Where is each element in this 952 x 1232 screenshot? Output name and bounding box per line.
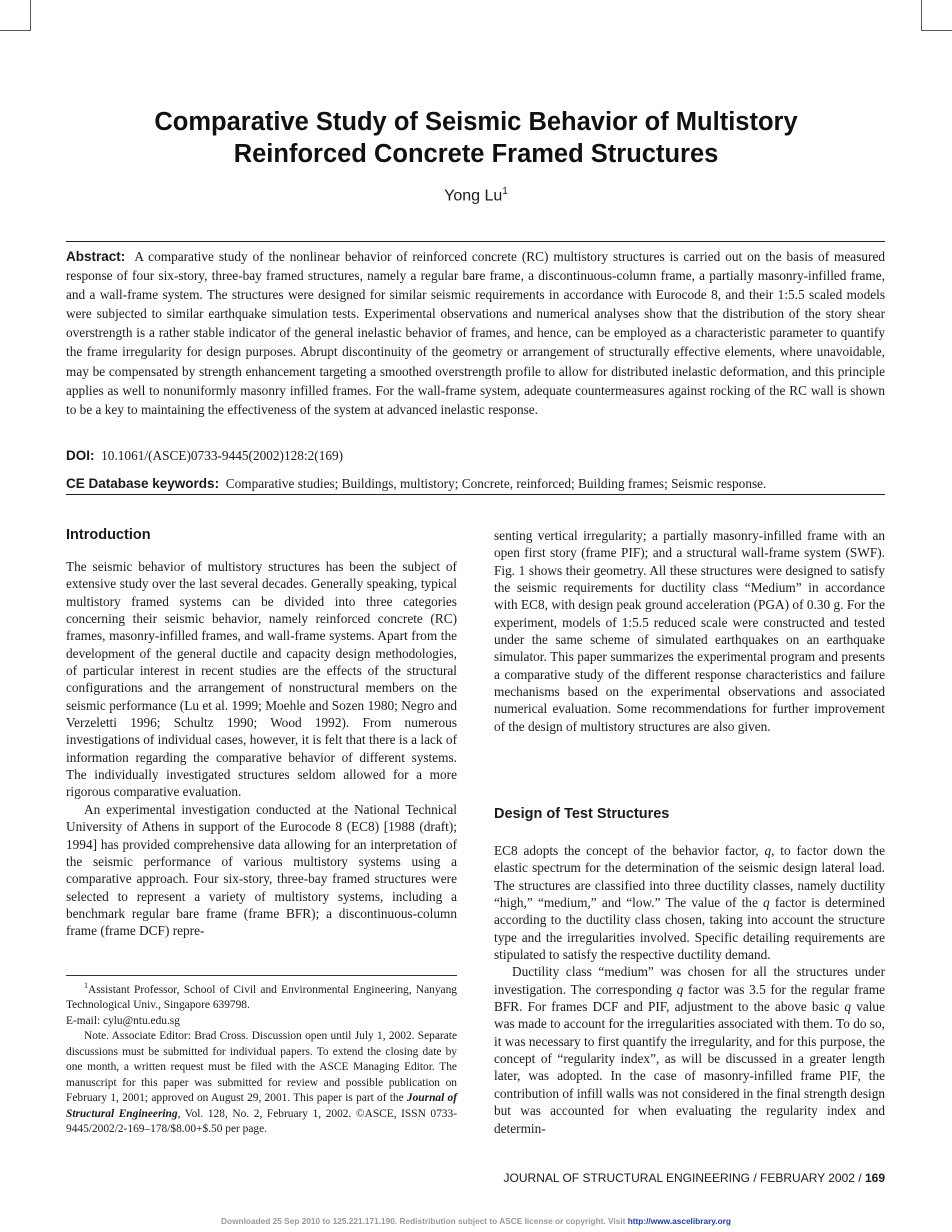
author-line xyxy=(66,186,886,205)
design-paragraph-1: EC8 adopts the concept of the behavior factor, q, to factor down the elastic spectrum for the determination of the seismic design lateral load. The structures are classified into three ductility classes, namely ductility “high,” “medium,” and “low.” The value of the q factor is determined according to the ductility class chosen, taking into account the structure type and the irregularities involved. Specific detailing requirements are stipulated to satisfy the respective ductility demand. xyxy=(494,843,885,963)
abstract-label: Abstract: xyxy=(66,249,126,264)
intro-paragraph-2: An experimental investigation conducted at the National Technical University of Athens in support of the Eurocode 8 (EC8) [1988 (draft); 1994] has provided comprehensive data allowing for an interpretation of the seismic performance of various multistory systems using a comparative approach. Four six-story, three-bay framed structures were selected to represent a variety of multistory systems, including a benchmark regular bare frame (frame BFR); a discontinuous-column frame (frame DCF) repre- xyxy=(66,801,457,939)
download-notice-text: Downloaded 25 Sep 2010 to 125.221.171.190. Redistribution subject to ASCE license or copyright. Visit xyxy=(221,1216,628,1226)
abstract-block xyxy=(66,247,885,419)
introduction-body xyxy=(66,558,457,940)
footnote-email: E-mail: cylu@ntu.edu.sg xyxy=(66,1014,180,1027)
design-paragraph-2: Ductility class “medium” was chosen for all the structures under investigation. The corresponding q factor was 3.5 for the regular frame BFR. For frames DCF and PIF, adjustment to the above basic q value was made to account for the irregularities associated with them. To do so, it was necessary to first quantify the irregularity, and for this purpose, the concept of “regularity index”, as will be discussed in a greater length later, was adopted. In the case of masonry-infilled frame PIF, the contribution of infill walls was not considered in the final strength design but was accounted for when evaluating the regularity index and determin- xyxy=(494,964,885,1136)
abstract-top-rule xyxy=(66,241,885,242)
crop-mark-top-left xyxy=(0,0,31,31)
keywords-label: CE Database keywords: xyxy=(66,476,220,491)
intro-paragraph-3: senting vertical irregularity; a partially masonry-infilled frame with an open first story (frame PIF); and a structural wall-frame system (SWF). Fig. 1 shows their geometry. All these structures were designed to satisfy the seismic requirements for ductility class “Medium” in accordance with EC8, with design peak ground acceleration (PGA) of 0.30 g. For the experiment, models of 1:5.5 reduced scale were constructed and tested under the same scheme of simulated earthquakes on an earthquake simulator. This paper summarizes the experimental program and presents a comparative study of the different response characteristics and failure mechanisms based on the experimental observations and associated numerical evaluation. Some recommendations for further improvement of the design of multistory structures are also given. xyxy=(494,528,885,734)
journal-name: Journal of Structural Engineering xyxy=(66,1092,457,1120)
author-affiliation-mark: 1 xyxy=(502,186,508,197)
author-name: Yong Lu xyxy=(444,187,503,205)
introduction-heading: Introduction xyxy=(66,527,151,543)
ascelibrary-link[interactable]: http://www.ascelibrary.org xyxy=(627,1216,731,1226)
abstract-bottom-rule xyxy=(66,494,885,495)
intro-paragraph-1: The seismic behavior of multistory structures has been the subject of extensive study over the last several decades. Generally speaking, typical multistory framed systems can be divided into three categories concerning their seismic behavior, namely reinforced concrete (RC) frames, masonry-infilled frames, and wall-frame systems. Apart from the development of the general ductile and capacity design methodologies, of particular interest in recent studies are the effects of the structural configurations and the arrangement of nonstructural members on the seismic performance (Lu et al. 1999; Moehle and Sozen 1980; Negro and Verzeletti 1996; Schultz 1990; Wood 1992). From numerous investigations of individual cases, however, it is felt that there is a lack of information regarding the comparative behavior of different systems. The individually investigated structures seldom allowed for a more rigorous comparative evaluation. xyxy=(66,559,457,800)
page-number: 169 xyxy=(864,1171,885,1185)
doi-line xyxy=(66,447,885,465)
footnote-rule xyxy=(66,975,457,976)
abstract-text: A comparative study of the nonlinear behavior of reinforced concrete (RC) multistory structures is carried out on the basis of measured response of four six-story, three-bay framed structures, namely a regular bare frame, a discontinuous-column frame, a partially masonry-infilled frame, and a wall-frame system. The structures were designed for similar seismic requirements in accordance with Eurocode 8, and their 1:5.5 scaled models were subjected to similar earthquake simulation tests. Experimental observations and numerical analyses show that the distribution of the story shear overstrength is a rather stable indicator of the general inelastic behavior of frames, and hence, can be employed as a characteristic parameter to quantify the frame irregularity for design purposes. Abrupt discontinuity of the geometry or arrangement of structurally effective elements, where unavoidable, may be compensated by strength enhancement targeting a smoothed overstrength profile to allow for distributed inelastic deformation, and this principle applies as well to nonuniformly masonry infilled frames. For the wall-frame system, adequate countermeasures against rocking of the RC wall is shown to be a key to maintaining the effectiveness of the system at advanced inelastic response. xyxy=(66,249,885,417)
footnotes xyxy=(66,978,457,1138)
keywords-value: Comparative studies; Buildings, multistory; Concrete, reinforced; Building frames; Seismic response. xyxy=(225,476,767,491)
design-heading: Design of Test Structures xyxy=(494,806,670,822)
running-footer xyxy=(420,1171,885,1185)
footnote-mark: 1 xyxy=(84,981,88,990)
intro-continuation-body xyxy=(494,527,885,735)
footnote-note: Note. Associate Editor: Brad Cross. Discussion open until July 1, 2002. Separate discussions must be submitted for individual papers. To extend the closing date by one month, a written request must be filed with the ASCE Managing Editor. The manuscript for this paper was submitted for review and possible publication on February 1, 2001; approved on August 29, 2001. This paper is part of the Journal of Structural Engineering, Vol. 128, No. 2, February 1, 2002. ©ASCE, ISSN 0733-9445/2002/2-169–178/$8.00+$.50 per page. xyxy=(66,1030,457,1136)
paper-title xyxy=(66,106,886,170)
crop-mark-top-right xyxy=(921,0,952,31)
keywords-line xyxy=(66,475,885,493)
title-line-2: Reinforced Concrete Framed Structures xyxy=(233,140,719,168)
title-line-1: Comparative Study of Seismic Behavior of Multistory xyxy=(154,108,798,136)
download-notice xyxy=(0,1216,952,1226)
running-footer-text: JOURNAL OF STRUCTURAL ENGINEERING / FEBRUARY 2002 / xyxy=(503,1171,865,1185)
footnote-affiliation: $^1$Assistant Professor, School of Civil and Environmental Engineering, Nanyang Technological Univ., Singapore 639798. xyxy=(66,981,457,1012)
design-body xyxy=(494,842,885,1137)
doi-value[interactable]: 10.1061/(ASCE)0733-9445(2002)128:2(169) xyxy=(101,448,344,463)
doi-label: DOI: xyxy=(66,448,95,463)
